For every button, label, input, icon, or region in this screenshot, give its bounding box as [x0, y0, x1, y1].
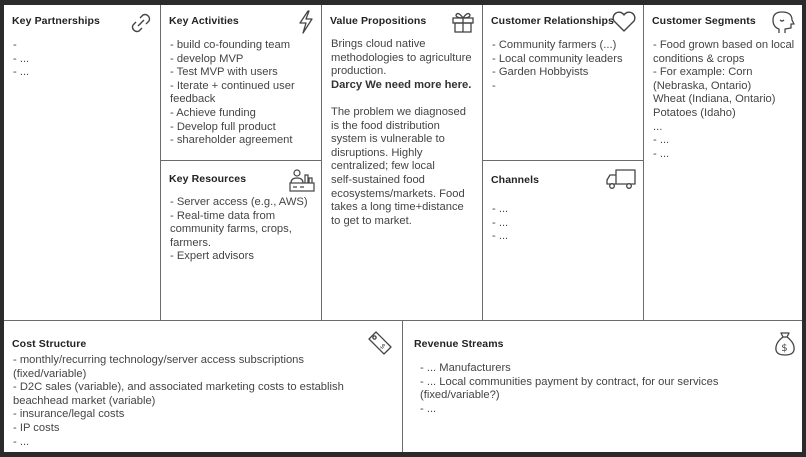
- text-line: self-sustained food: [331, 173, 425, 186]
- list-item: - D2C sales (variable), and associated marketing costs to establish: [13, 381, 344, 394]
- list-item: - ...: [13, 66, 30, 79]
- list-item: - ...: [653, 147, 670, 160]
- list-item: (fixed/variable): [13, 367, 87, 380]
- key-partnerships-title: Key Partnerships: [12, 15, 100, 27]
- list-item: - For example: Corn: [653, 66, 753, 79]
- revenue-streams-list: [420, 362, 796, 416]
- list-item: farmers.: [170, 236, 212, 249]
- list-item: -: [492, 79, 496, 92]
- key-partnerships-list: [13, 39, 154, 80]
- list-item: - Garden Hobbyists: [492, 66, 589, 79]
- revenue-streams-title: Revenue Streams: [414, 338, 504, 350]
- business-model-canvas: [4, 5, 802, 452]
- list-item: - ... Manufacturers: [420, 362, 511, 374]
- text-line: takes a long time+distance: [331, 201, 464, 214]
- factory-worker-icon: [288, 167, 316, 193]
- note-line: Darcy We need more here.: [331, 78, 472, 91]
- truck-icon: [605, 168, 637, 190]
- list-item: - Food grown based on local: [653, 39, 795, 51]
- key-resources-title: Key Resources: [169, 173, 247, 185]
- text-line: centralized; few local: [331, 160, 435, 173]
- text-line: The problem we diagnosed: [331, 105, 466, 118]
- customer-segments-block: [644, 5, 802, 321]
- cost-structure-block: [4, 321, 403, 452]
- list-item: - Test MVP with users: [170, 66, 278, 79]
- list-item: feedback: [170, 93, 216, 106]
- text-line: to get to market.: [331, 214, 412, 227]
- link-icon: [128, 10, 154, 36]
- key-activities-block: [161, 5, 322, 161]
- list-item: - build co-founding team: [170, 39, 291, 51]
- list-item: - ...: [492, 203, 509, 215]
- svg-text:$: $: [781, 343, 788, 354]
- text-line: methodologies to agriculture: [331, 51, 472, 64]
- list-item: -: [13, 39, 17, 51]
- channels-title: Channels: [491, 174, 540, 186]
- value-propositions-text: [331, 38, 476, 228]
- list-item: - ...: [420, 402, 437, 415]
- key-partnerships-block: [4, 5, 161, 321]
- key-resources-block: [161, 161, 322, 321]
- list-item: - shareholder agreement: [170, 134, 293, 147]
- list-item: conditions & crops: [653, 52, 745, 65]
- list-item: community farms, crops,: [170, 223, 292, 236]
- spacer: [331, 92, 476, 106]
- text-line: Brings cloud native: [331, 38, 426, 50]
- customer-segments-title: Customer Segments: [652, 15, 756, 27]
- face-icon: [770, 9, 796, 35]
- value-propositions-title: Value Propositions: [330, 15, 427, 27]
- list-item: Potatoes (Idaho): [653, 106, 736, 119]
- price-tag-icon: [366, 329, 394, 357]
- list-item: - IP costs: [13, 421, 60, 434]
- revenue-streams-block: [403, 321, 802, 452]
- lightning-icon: [298, 10, 314, 34]
- text-line: production.: [331, 65, 387, 78]
- list-item: - insurance/legal costs: [13, 408, 125, 421]
- text-line: disruptions. Highly: [331, 146, 423, 159]
- list-item: - monthly/recurring technology/server access subscriptions: [13, 354, 304, 366]
- list-item: - Expert advisors: [170, 250, 254, 263]
- list-item: (Nebraska, Ontario): [653, 79, 752, 92]
- cost-structure-list: [13, 354, 396, 449]
- list-item: - Server access (e.g., AWS): [170, 196, 308, 208]
- key-activities-list: [170, 39, 315, 148]
- list-item: beachhead market (variable): [13, 394, 156, 407]
- money-bag-icon: [774, 331, 796, 357]
- list-item: ...: [653, 120, 663, 133]
- list-item: - develop MVP: [170, 52, 244, 65]
- list-item: Wheat (Indiana, Ontario): [653, 93, 776, 106]
- list-item: - ...: [653, 134, 670, 147]
- channels-list: [492, 203, 637, 244]
- text-line: is the food distribution: [331, 119, 440, 132]
- customer-segments-list: [653, 39, 796, 161]
- list-item: - ...: [13, 435, 30, 448]
- key-resources-list: [170, 196, 315, 264]
- heart-icon: [611, 10, 637, 34]
- cost-structure-title: Cost Structure: [12, 338, 87, 350]
- key-activities-title: Key Activities: [169, 15, 239, 27]
- list-item: - Develop full product: [170, 120, 276, 133]
- customer-relationships-block: [483, 5, 644, 161]
- list-item: - Achieve funding: [170, 106, 256, 119]
- list-item: - Real-time data from: [170, 209, 276, 222]
- customer-relationships-list: [492, 39, 637, 93]
- customer-relationships-title: Customer Relationships: [491, 15, 614, 27]
- channels-block: [483, 161, 644, 321]
- text-line: system is vulnerable to: [331, 133, 445, 146]
- list-item: - ...: [492, 230, 509, 243]
- svg-text:$: $: [378, 342, 387, 351]
- gift-icon: [451, 10, 475, 34]
- text-line: ecosystems/markets. Food: [331, 187, 465, 200]
- list-item: - Local community leaders: [492, 52, 623, 65]
- list-item: - ...: [13, 52, 30, 65]
- value-propositions-block: [322, 5, 483, 321]
- list-item: - ... Local communities payment by contract, for our services: [420, 375, 719, 388]
- list-item: (fixed/variable?): [420, 389, 500, 402]
- list-item: - ...: [492, 216, 509, 229]
- list-item: - Iterate + continued user: [170, 79, 295, 92]
- list-item: - Community farmers (...): [492, 39, 617, 51]
